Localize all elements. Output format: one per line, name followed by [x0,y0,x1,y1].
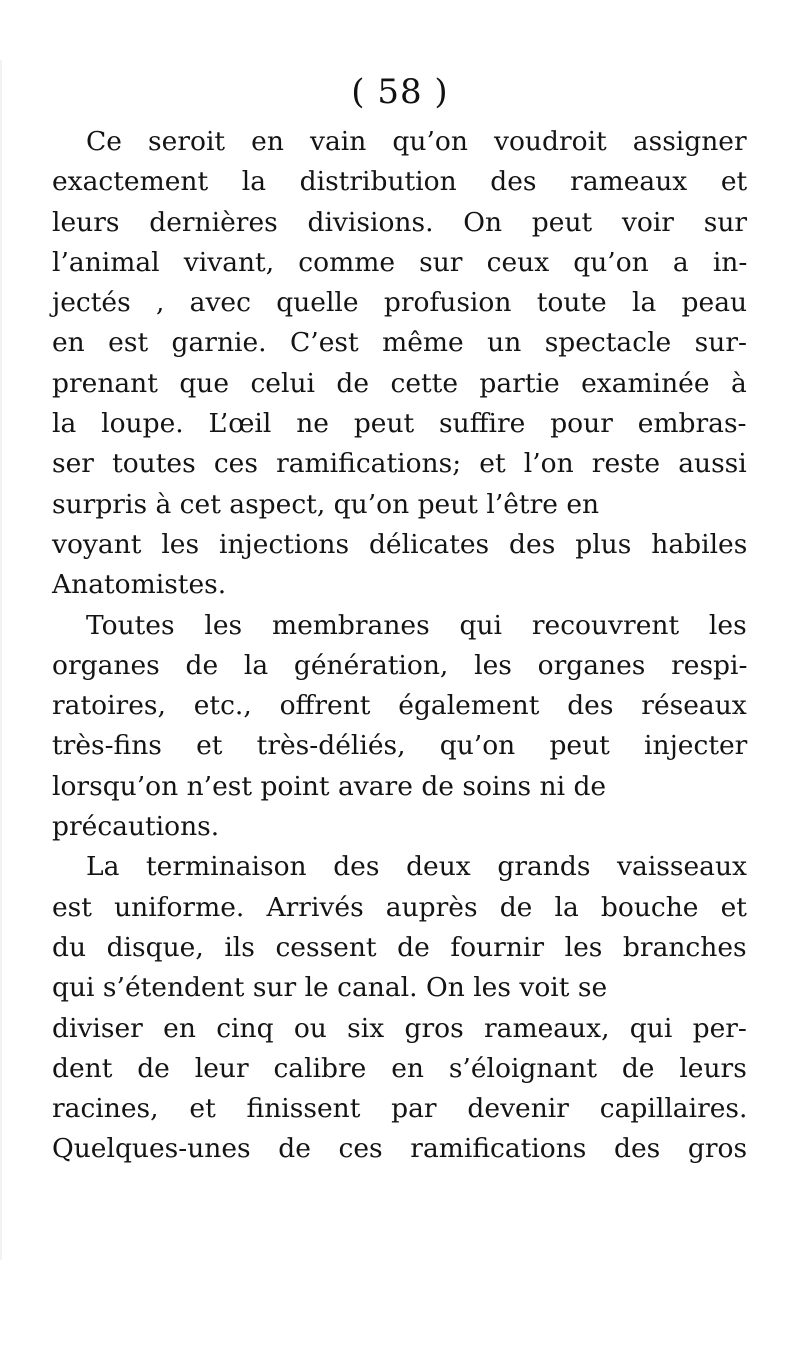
page-edge [0,60,2,1260]
text-line: Toutes les membranes qui recouvrent les [86,609,747,641]
text-line: Anatomistes. [52,569,227,601]
text-line: Quelques-unes de ces ramifications des gros [52,1133,748,1165]
text-line: racines, et finissent par devenir capillaires. [52,1093,748,1125]
text-line: exactement la distribution des rameaux et [52,166,748,198]
page-number: ( 58 ) [351,72,449,112]
text-line: La terminaison des deux grands vaisseaux [86,851,747,883]
text-line: ser toutes ces ramifications; et l’on reste aussi [52,448,747,480]
text-line: qui s’étendent sur le canal. On les voit se [52,972,608,1004]
body-text [52,122,747,1170]
text-line: prenant que celui de cette partie examinée à [52,367,747,399]
text-line: très-fins et très-déliés, qu’on peut injecter [52,730,748,762]
text-line: l’animal vivant, comme sur ceux qu’on a in- [52,246,748,278]
text-line: organes de la génération, les organes respi- [52,649,748,681]
text-line: voyant les injections délicates des plus habiles [52,528,748,560]
text-line: surpris à cet aspect, qu’on peut l’être en [52,488,600,520]
text-line: diviser en cinq ou six gros rameaux, qui per- [52,1012,747,1044]
text-line: dent de leur calibre en s’éloignant de leurs [52,1052,747,1084]
text-line: ratoires, etc., offrent également des réseaux [52,690,747,722]
text-line: jectés , avec quelle profusion toute la peau [52,287,748,319]
text-line: la loupe. L’œil ne peut suffire pour embras- [52,408,747,440]
text-line: lorsqu’on n’est point avare de soins ni de [52,770,607,802]
text-line: est uniforme. Arrivés auprès de la bouche et [52,891,747,923]
text-line: précautions. [52,811,220,843]
text-line: du disque, ils cessent de fournir les branches [52,931,747,963]
text-line: leurs dernières divisions. On peut voir sur [52,206,748,238]
text-line: en est garnie. C’est même un spectacle sur- [52,327,747,359]
text-line: Ce seroit en vain qu’on voudroit assigner [86,126,747,157]
